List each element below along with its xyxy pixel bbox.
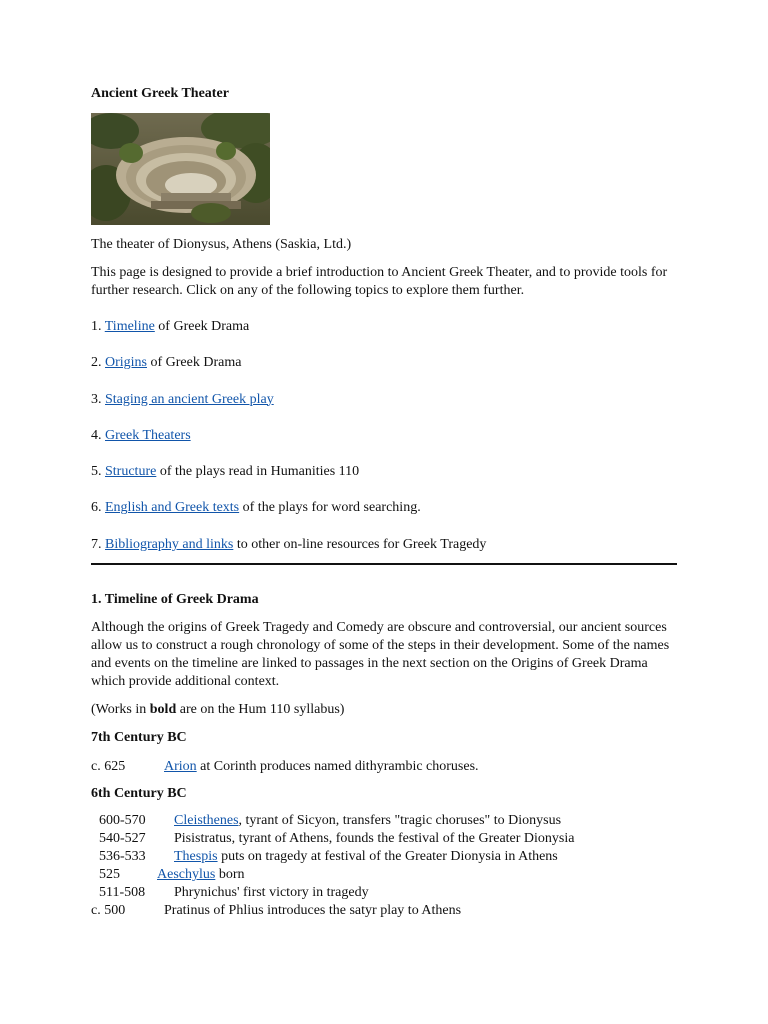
timeline-event-text: puts on tragedy at festival of the Greater Dionysia in Athens	[217, 849, 558, 864]
topic-item	[91, 318, 677, 354]
century-heading-7th: 7th Century BC	[91, 730, 187, 745]
topic-link-timeline[interactable]: Timeline	[104, 319, 155, 334]
timeline-event-text: Phrynichus' first victory in tragedy	[174, 885, 369, 900]
timeline-event	[174, 812, 561, 830]
topic-text: of the plays read in Humanities 110	[156, 464, 360, 480]
timeline-event-text: Pratinus of Phlius introduces the satyr play to Athens	[164, 903, 462, 918]
topic-link-texts[interactable]: English and Greek texts	[105, 500, 240, 516]
timeline-year: 536-533	[99, 849, 146, 864]
topic-text: of Greek Drama	[154, 319, 250, 334]
timeline-link-thespis[interactable]: Thespis	[174, 849, 218, 864]
topic-text: to other on-line resources for Greek Tragedy	[233, 536, 487, 552]
topic-number: 5.	[91, 464, 102, 480]
timeline-year: 600-570	[99, 813, 146, 828]
topic-link-staging[interactable]: Staging an ancient Greek play	[105, 391, 274, 407]
topic-text: of the plays for word searching.	[239, 500, 421, 516]
topic-item	[91, 427, 677, 463]
note-text: are on the Hum 110 syllabus)	[176, 702, 345, 717]
topic-text: of Greek Drama	[147, 355, 242, 371]
topic-number: 6.	[91, 500, 102, 516]
topic-number: 7.	[91, 536, 102, 552]
timeline-row	[91, 812, 677, 830]
timeline-event	[174, 830, 574, 848]
topic-link-bibliography[interactable]: Bibliography and links	[105, 536, 234, 552]
timeline-row	[91, 902, 677, 920]
topic-item	[91, 391, 677, 427]
timeline-event-text: at Corinth produces named dithyrambic choruses.	[196, 759, 479, 774]
topic-list	[91, 318, 677, 572]
century-heading-6th: 6th Century BC	[91, 786, 187, 801]
timeline-row	[91, 830, 677, 848]
note-text: (Works in	[91, 702, 150, 717]
timeline-row	[91, 884, 677, 902]
topic-link-theaters[interactable]: Greek Theaters	[105, 427, 191, 443]
timeline-year: 511-508	[99, 885, 146, 900]
topic-number: 2.	[91, 355, 102, 371]
timeline-event	[164, 902, 461, 920]
timeline-year: 540-527	[99, 831, 146, 846]
timeline-row	[91, 848, 677, 866]
topic-link-origins[interactable]: Origins	[105, 355, 147, 371]
topic-number: 4.	[91, 427, 102, 443]
topic-number: 3.	[91, 391, 102, 407]
topic-item	[91, 463, 677, 499]
timeline-link-arion[interactable]: Arion	[164, 759, 197, 774]
topic-item	[91, 536, 677, 572]
timeline-event	[164, 758, 479, 776]
note-bold: bold	[149, 702, 177, 717]
topic-number: 1.	[91, 319, 102, 334]
topic-item	[91, 354, 677, 390]
page-title: Ancient Greek Theater	[91, 86, 229, 101]
timeline-link-cleisthenes[interactable]: Cleisthenes	[174, 813, 239, 828]
timeline-link-aeschylus[interactable]: Aeschylus	[157, 867, 216, 882]
timeline-event	[174, 884, 369, 902]
timeline-year: c. 625	[91, 759, 126, 774]
timeline-row	[91, 758, 677, 776]
timeline-row	[91, 866, 677, 884]
timeline-intro-paragraph: Although the origins of Greek Tragedy and Comedy are obscure and controversial, our ancient sources allow us to construct a rough chronology of some of the steps in their development. Some of the names and events on the timeline are linked to passages in the next section on the Origins of Greek Drama which provide additional context.	[91, 620, 670, 689]
topic-link-structure[interactable]: Structure	[105, 464, 157, 480]
timeline-year: 525	[99, 867, 120, 882]
timeline-event	[174, 848, 558, 866]
timeline-event	[157, 866, 245, 884]
timeline-event-text: born	[215, 867, 245, 882]
timeline-event-text: Pisistratus, tyrant of Athens, founds the festival of the Greater Dionysia	[174, 831, 575, 846]
timeline-event-text: , tyrant of Sicyon, transfers "tragic choruses" to Dionysus	[238, 813, 562, 828]
timeline-year: c. 500	[91, 903, 126, 918]
topic-item	[91, 499, 677, 535]
horizontal-rule	[91, 563, 677, 565]
intro-paragraph: This page is designed to provide a brief introduction to Ancient Greek Theater, and to provide tools for further research. Click on any of the following topics to explore them further.	[91, 265, 668, 298]
syllabus-note	[91, 702, 344, 718]
section-heading-timeline: 1. Timeline of Greek Drama	[91, 592, 259, 607]
theater-photo	[91, 113, 270, 225]
photo-caption: The theater of Dionysus, Athens (Saskia, Ltd.)	[91, 237, 352, 252]
